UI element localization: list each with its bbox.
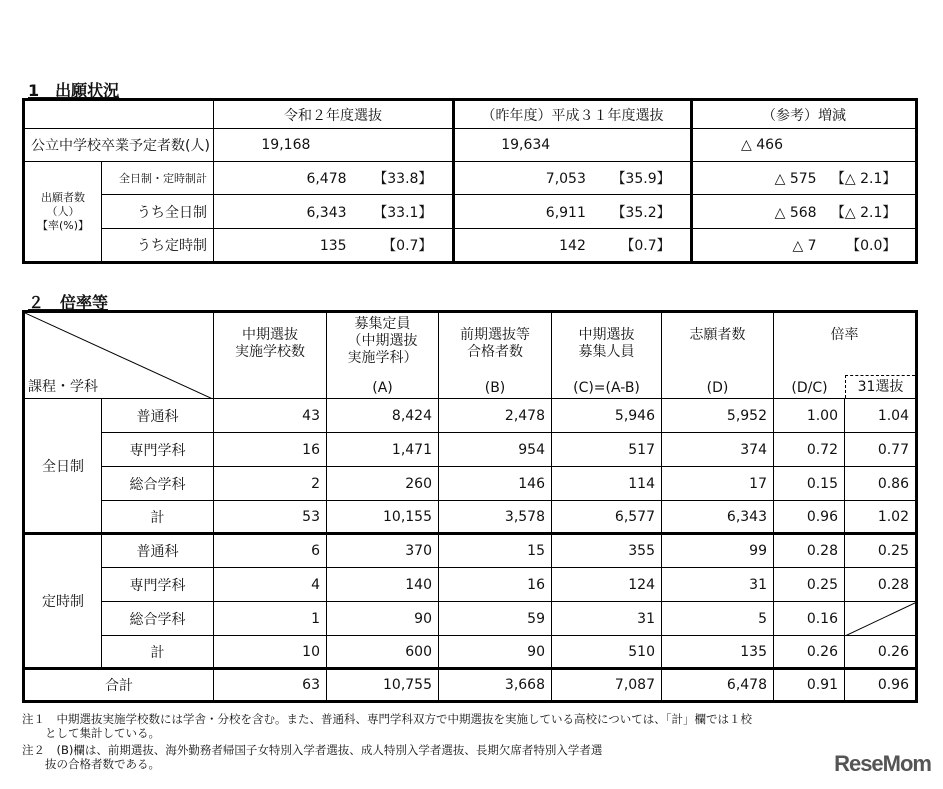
data-cell: 374: [662, 433, 774, 467]
data-cell: 1: [214, 602, 327, 636]
applicants-value: 6,343 【33.1】: [214, 195, 454, 229]
subject-label: 計: [102, 501, 214, 534]
data-cell: 370: [327, 534, 439, 568]
total-cell: 7,087: [552, 669, 662, 702]
data-cell: 6,577: [552, 501, 662, 534]
data-cell: 140: [327, 568, 439, 602]
graduates-row: [24, 129, 917, 162]
data-cell: 99: [662, 534, 774, 568]
data-cell: 0.26: [845, 636, 917, 669]
graduates-value: 19,634: [454, 129, 692, 162]
corner-cell: [24, 312, 214, 399]
data-cell: 90: [327, 602, 439, 636]
applicants-row: [24, 195, 917, 229]
ratio-table: [22, 310, 918, 703]
note-2: 注２ (B)欄は、前期選抜、海外勤務者帰国子女特別入学者選抜、成人特別入学者選抜、長期欠席者特別入学者選 抜の合格者数である。: [22, 743, 603, 771]
applicants-value: 7,053 【35.9】: [454, 162, 692, 195]
data-cell: 5,946: [552, 399, 662, 433]
data-cell: 15: [439, 534, 552, 568]
data-cell: 0.15: [774, 467, 845, 501]
data-cell: 954: [439, 433, 552, 467]
data-cell: 260: [327, 467, 439, 501]
note-1: 注１ 中期選抜実施学校数には学舎・分校を含む。また、普通科、専門学科双方で中期選抜を実施している高校については、「計」欄では１校 として集計している。: [22, 712, 753, 740]
data-cell: 0.26: [774, 636, 845, 669]
total-row: [24, 669, 917, 702]
data-cell: 0.96: [774, 501, 845, 534]
column-header: 中期選抜 募集人員 (C)=(A-B): [552, 312, 662, 399]
data-cell: 124: [552, 568, 662, 602]
graduates-label: 公立中学校卒業予定者数(人): [24, 129, 214, 162]
data-cell: 0.86: [845, 467, 917, 501]
subject-label: 普通科: [102, 399, 214, 433]
data-cell: 600: [327, 636, 439, 669]
column-header: 倍率 (D/C) 31選抜: [774, 312, 917, 399]
total-cell: 6,478: [662, 669, 774, 702]
data-cell: 6: [214, 534, 327, 568]
column-header: 中期選抜 実施学校数: [214, 312, 327, 399]
data-cell: 6,343: [662, 501, 774, 534]
column-header: 募集定員 （中期選抜 実施学科） (A): [327, 312, 439, 399]
data-cell: 0.72: [774, 433, 845, 467]
column-header: 志願者数 (D): [662, 312, 774, 399]
total-cell: 3,668: [439, 669, 552, 702]
header-row: [24, 312, 917, 399]
course-label: 全日制: [24, 399, 102, 534]
data-cell: 2,478: [439, 399, 552, 433]
data-row: [24, 467, 917, 501]
total-cell: 10,755: [327, 669, 439, 702]
data-cell: 43: [214, 399, 327, 433]
applicants-label: 出願者数 （人） 【率(%)】: [24, 162, 102, 263]
data-row: [24, 568, 917, 602]
data-cell: 17: [662, 467, 774, 501]
data-cell: 0.25: [774, 568, 845, 602]
subject-label: 総合学科: [102, 602, 214, 636]
applicants-value: 142 【0.7】: [454, 229, 692, 263]
data-cell: 114: [552, 467, 662, 501]
data-cell: 53: [214, 501, 327, 534]
data-cell: 3,578: [439, 501, 552, 534]
data-cell: [845, 602, 917, 636]
slash-mark: [845, 602, 917, 636]
data-row: [24, 636, 917, 669]
data-cell: 355: [552, 534, 662, 568]
data-cell: 0.77: [845, 433, 917, 467]
data-row: [24, 433, 917, 467]
year-header: 令和２年度選抜: [214, 100, 454, 129]
data-cell: 90: [439, 636, 552, 669]
subject-label: 普通科: [102, 534, 214, 568]
applicants-value: △ 568 【△ 2.1】: [692, 195, 917, 229]
data-cell: 5,952: [662, 399, 774, 433]
data-cell: 5: [662, 602, 774, 636]
applicants-sublabel: うち定時制: [102, 229, 214, 263]
year-header: （昨年度）平成３１年度選抜: [454, 100, 692, 129]
data-cell: 1.04: [845, 399, 917, 433]
data-row: [24, 399, 917, 433]
total-label: 合計: [24, 669, 214, 702]
graduates-value: 19,168: [214, 129, 454, 162]
corner-label: 課程・学科: [28, 379, 98, 395]
data-cell: 0.16: [774, 602, 845, 636]
data-cell: 135: [662, 636, 774, 669]
section1-title: 1 出願状況: [28, 81, 120, 100]
applicants-value: 6,478 【33.8】: [214, 162, 454, 195]
data-cell: 4: [214, 568, 327, 602]
applicants-value: 6,911 【35.2】: [454, 195, 692, 229]
subject-label: 総合学科: [102, 467, 214, 501]
subject-label: 専門学科: [102, 568, 214, 602]
data-cell: 146: [439, 467, 552, 501]
section2-title: ２ 倍率等: [28, 293, 109, 312]
data-cell: 59: [439, 602, 552, 636]
graduates-value: △ 466: [692, 129, 917, 162]
resemom-logo: ReseMom: [834, 751, 931, 776]
data-row: [24, 602, 917, 636]
data-cell: 31: [552, 602, 662, 636]
header-row: [24, 100, 917, 129]
applicants-value: △ 7 【0.0】: [692, 229, 917, 263]
data-cell: 1.02: [845, 501, 917, 534]
data-cell: 0.28: [774, 534, 845, 568]
data-cell: 31: [662, 568, 774, 602]
applicants-sublabel: うち全日制: [102, 195, 214, 229]
total-cell: 63: [214, 669, 327, 702]
data-row: [24, 534, 917, 568]
data-cell: 1,471: [327, 433, 439, 467]
total-cell: 0.91: [774, 669, 845, 702]
data-cell: 0.28: [845, 568, 917, 602]
data-cell: 1.00: [774, 399, 845, 433]
subject-label: 計: [102, 636, 214, 669]
applicants-row: [24, 162, 917, 195]
applicants-value: △ 575 【△ 2.1】: [692, 162, 917, 195]
data-cell: 16: [214, 433, 327, 467]
data-cell: 8,424: [327, 399, 439, 433]
data-cell: 10,155: [327, 501, 439, 534]
applicants-sublabel: 全日制・定時制計: [102, 162, 214, 195]
year-header: （参考）増減: [692, 100, 917, 129]
application-status-table: [22, 98, 918, 264]
data-row: [24, 501, 917, 534]
data-cell: 510: [552, 636, 662, 669]
data-cell: 10: [214, 636, 327, 669]
data-cell: 2: [214, 467, 327, 501]
corner-cell: [24, 100, 214, 129]
column-header: 前期選抜等 合格者数 (B): [439, 312, 552, 399]
data-cell: 16: [439, 568, 552, 602]
applicants-row: [24, 229, 917, 263]
course-label: 定時制: [24, 534, 102, 669]
subject-label: 専門学科: [102, 433, 214, 467]
data-cell: 0.25: [845, 534, 917, 568]
applicants-value: 135 【0.7】: [214, 229, 454, 263]
data-cell: 517: [552, 433, 662, 467]
total-cell: 0.96: [845, 669, 917, 702]
